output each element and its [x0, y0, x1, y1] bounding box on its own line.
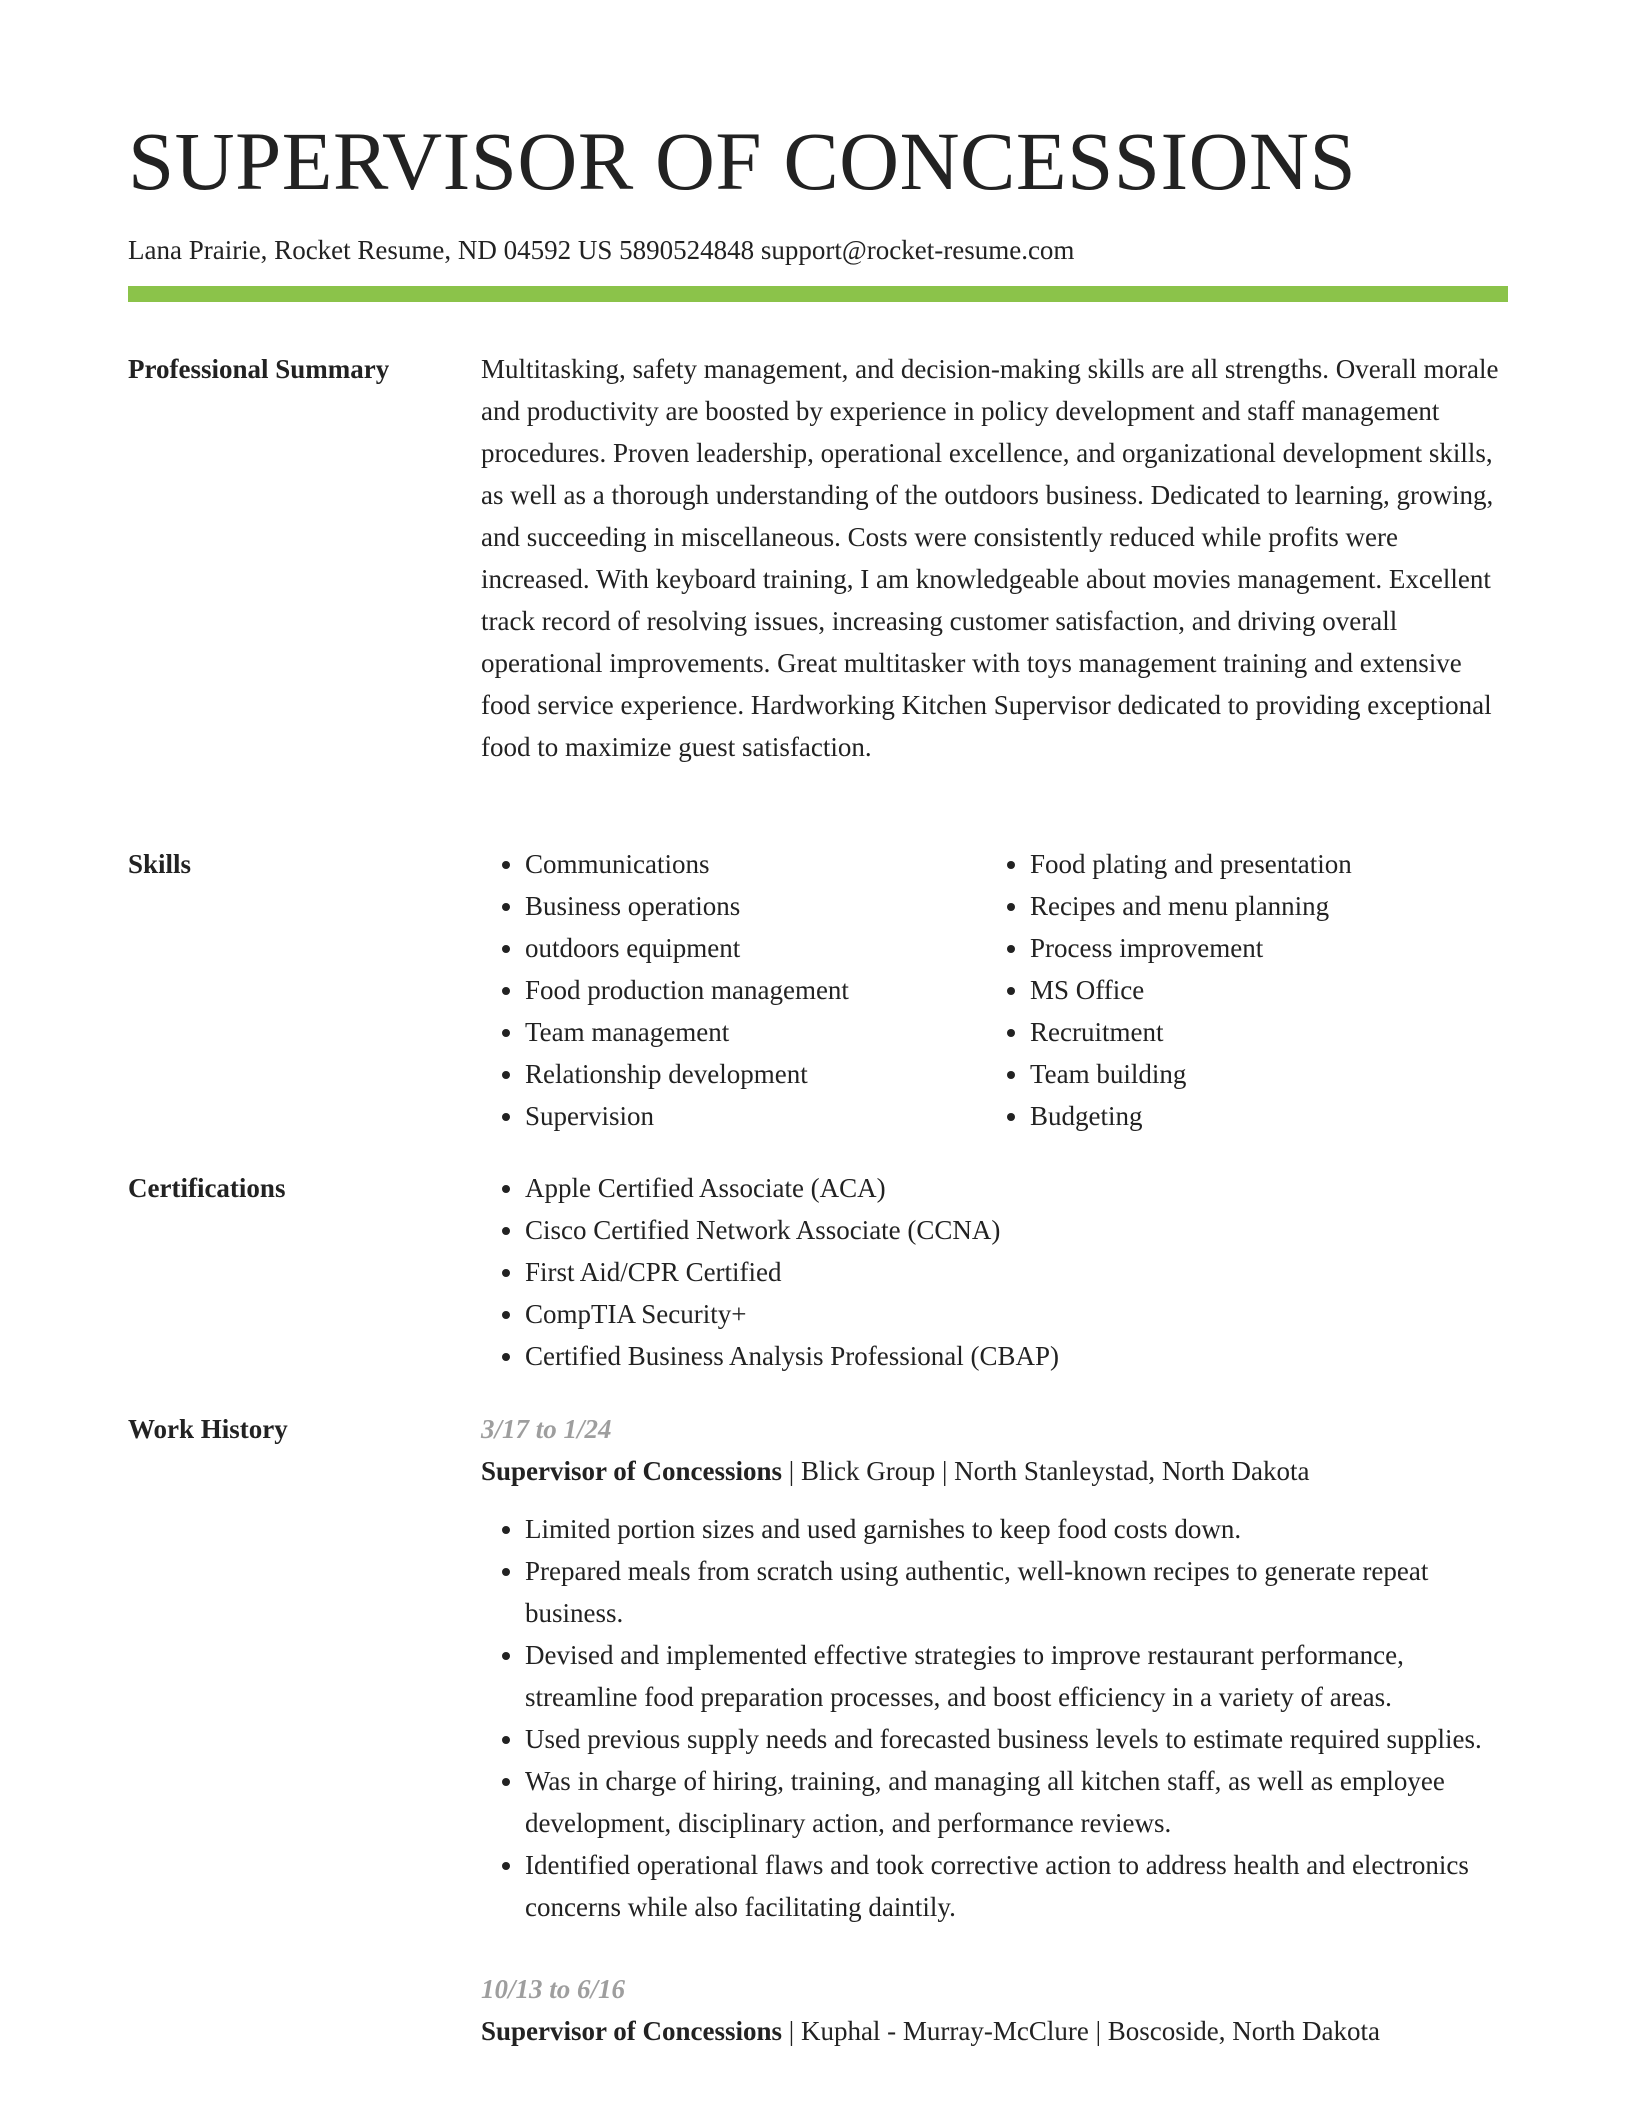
list-item: • Team management: [525, 1011, 986, 1053]
skills-column-2: [986, 843, 1491, 1137]
job-role: Supervisor of Concessions: [481, 1456, 783, 1486]
list-item: • Apple Certified Associate (ACA): [525, 1167, 1511, 1209]
list-item: • Process improvement: [1030, 927, 1491, 969]
job-header: [481, 2010, 1511, 2052]
job-header: [481, 1450, 1511, 1492]
list-item: • Food plating and presentation: [1030, 843, 1491, 885]
summary-label: Professional Summary: [128, 354, 390, 384]
list-item: • CompTIA Security+: [525, 1293, 1511, 1335]
list-item: • Relationship development: [525, 1053, 986, 1095]
list-item: • MS Office: [1030, 969, 1491, 1011]
work-history-label: Work History: [128, 1414, 288, 1444]
certifications-label: Certifications: [128, 1173, 286, 1203]
skills-column-1: [481, 843, 986, 1137]
certifications-body: [481, 1167, 1511, 1377]
job-entry: [481, 1968, 1511, 2052]
list-item: • Recipes and menu planning: [1030, 885, 1491, 927]
list-item: • Recruitment: [1030, 1011, 1491, 1053]
skills-label: Skills: [128, 849, 192, 879]
resume-title: SUPERVISOR OF CONCESSIONS: [128, 115, 1357, 207]
list-item: • Team building: [1030, 1053, 1491, 1095]
list-item: • Identified operational flaws and took corrective action to address health and electronics concerns while also facilitating daintily.: [525, 1844, 1511, 1928]
summary-body: [481, 348, 1511, 768]
certifications-list: [481, 1167, 1511, 1377]
list-item: • Food production management: [525, 969, 986, 1011]
work-history-body: [481, 1408, 1511, 2052]
skills-body: [481, 843, 1511, 1137]
list-item: • Certified Business Analysis Professional (CBAP): [525, 1335, 1511, 1377]
job-details: | Blick Group | North Stanleystad, North Dakota: [782, 1456, 1310, 1486]
summary-text: Multitasking, safety management, and decision-making skills are all strengths. Overall morale and productivity are boosted by experience in policy development and staff management procedures. Proven leadership, operational excellence, and organizational development skills, as well as a thorough understanding of the outdoors business. Dedicated to learning, growing, and succeeding in miscellaneous. Costs were consistently reduced while profits were increased. With keyboard training, I am knowledgeable about movies management. Excellent track record of resolving issues, increasing customer satisfaction, and driving overall operational improvements. Great multitasker with toys management training and extensive food service experience. Hardworking Kitchen Supervisor dedicated to providing exceptional food to maximize guest satisfaction.: [481, 354, 1499, 762]
job-date: 3/17 to 1/24: [481, 1414, 612, 1444]
job-bullets: [481, 1508, 1511, 1928]
contact-line: Lana Prairie, Rocket Resume, ND 04592 US 5890524848 support@rocket-resume.com: [128, 235, 1075, 265]
list-item: • Business operations: [525, 885, 986, 927]
list-item: • Was in charge of hiring, training, and managing all kitchen staff, as well as employee development, disciplinary action, and performance reviews.: [525, 1760, 1511, 1844]
list-item: • Budgeting: [1030, 1095, 1491, 1137]
list-item: • Supervision: [525, 1095, 986, 1137]
list-item: • Cisco Certified Network Associate (CCNA): [525, 1209, 1511, 1251]
list-item: • Communications: [525, 843, 986, 885]
job-date: 10/13 to 6/16: [481, 1974, 626, 2004]
list-item: • Prepared meals from scratch using authentic, well-known recipes to generate repeat business.: [525, 1550, 1511, 1634]
job-role: Supervisor of Concessions: [481, 2016, 783, 2046]
header-divider: [128, 286, 1508, 302]
list-item: • First Aid/CPR Certified: [525, 1251, 1511, 1293]
list-item: • Used previous supply needs and forecasted business levels to estimate required supplies.: [525, 1718, 1511, 1760]
list-item: • outdoors equipment: [525, 927, 986, 969]
list-item: • Limited portion sizes and used garnishes to keep food costs down.: [525, 1508, 1511, 1550]
job-entry: [481, 1408, 1511, 1928]
job-details: | Kuphal - Murray-McClure | Boscoside, North Dakota: [782, 2016, 1380, 2046]
list-item: • Devised and implemented effective strategies to improve restaurant performance, streamline food preparation processes, and boost efficiency in a variety of areas.: [525, 1634, 1511, 1718]
